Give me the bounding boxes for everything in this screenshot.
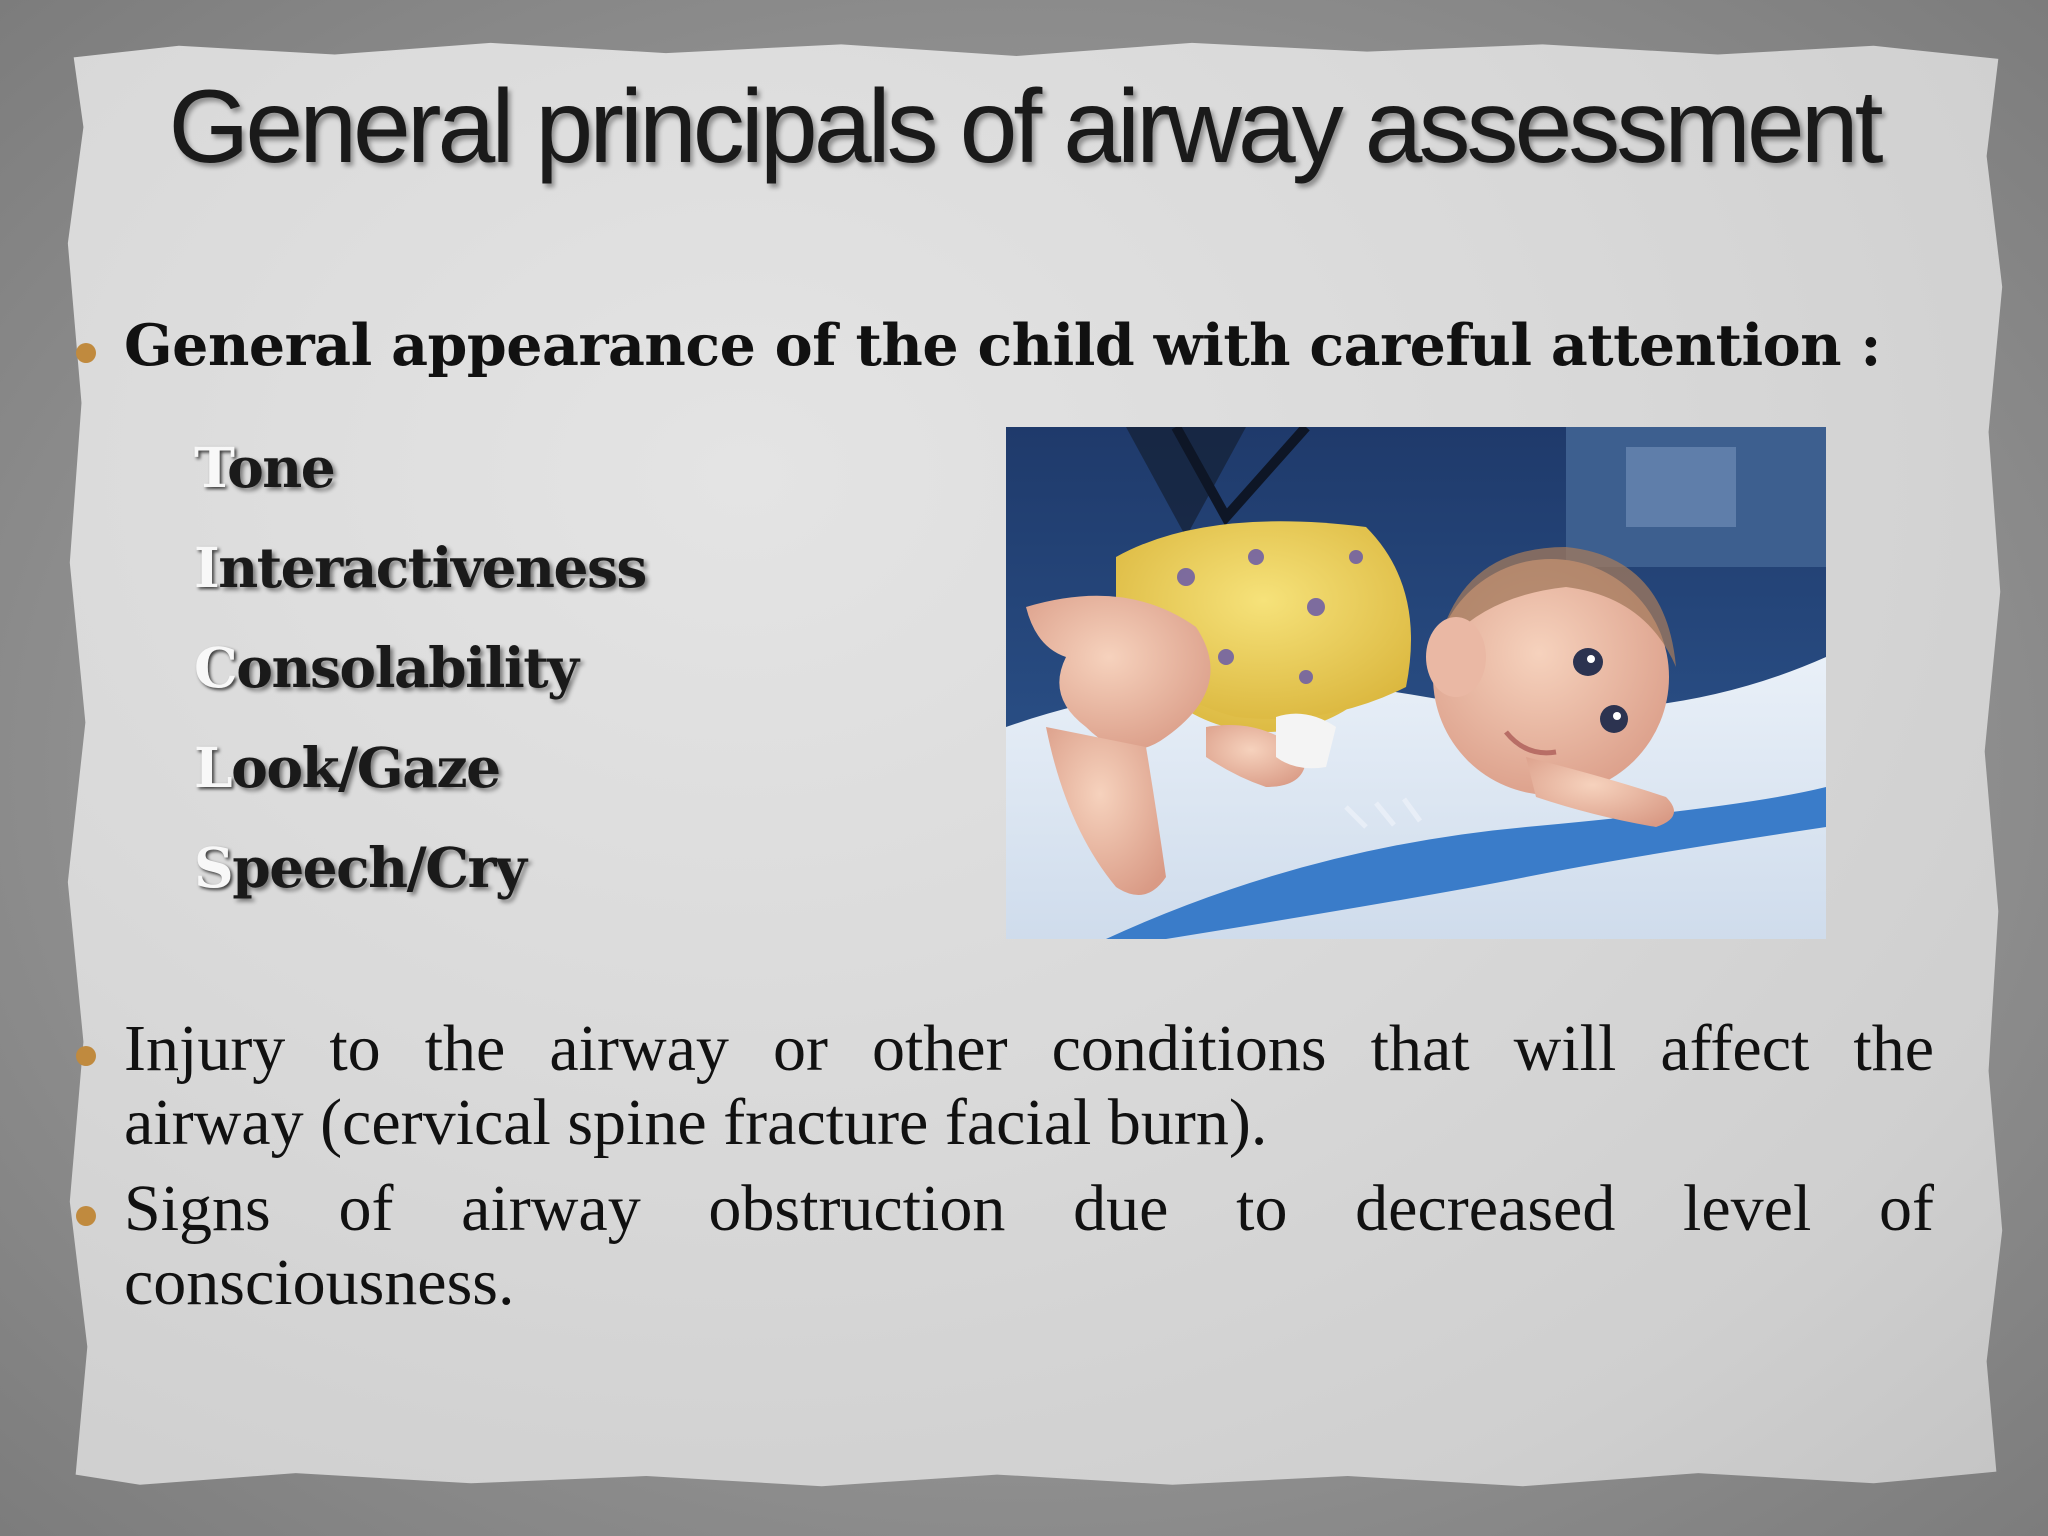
list-item-tone — [194, 418, 646, 518]
slide-title: General principals of airway assessment — [168, 69, 1880, 185]
list-item-rest: one — [227, 435, 335, 500]
list-item-speech-cry — [194, 818, 646, 918]
bullet-obstruction-line-2: consciousness. — [124, 1246, 515, 1319]
list-item-rest: onsolability — [236, 635, 578, 700]
bullet-obstruction — [76, 1172, 1934, 1320]
list-item-initial: I — [194, 535, 219, 600]
list-item-consolability — [194, 618, 646, 718]
bullet-injury-line-1: Injury to the airway or other conditions that will affect the — [124, 1012, 1934, 1085]
baby-photo-illustration — [1006, 427, 1826, 939]
ticls-list — [194, 418, 646, 918]
baby-photo — [1006, 427, 1826, 939]
bullet-dot-icon — [76, 1046, 96, 1066]
bullet-obstruction-text — [124, 1172, 1934, 1320]
list-item-interactiveness — [194, 518, 646, 618]
list-item-initial: C — [194, 635, 237, 700]
bullet-dot-icon — [76, 1206, 96, 1226]
bullet-injury-text — [124, 1012, 1934, 1160]
list-item-rest: nteractiveness — [218, 535, 646, 600]
list-item-look-gaze — [194, 718, 646, 818]
list-item-initial: T — [194, 435, 228, 500]
bullet-general-appearance-text: General appearance of the child with careful attention : — [124, 312, 1881, 379]
list-item-rest: peech/Cry — [232, 835, 526, 900]
list-item-initial: S — [194, 835, 233, 900]
list-item-rest: ook/Gaze — [231, 735, 500, 800]
bullet-injury-line-2: airway (cervical spine fracture facial burn). — [124, 1086, 1268, 1159]
bullet-obstruction-line-1: Signs of airway obstruction due to decreased level of — [124, 1172, 1934, 1245]
list-item-initial: L — [194, 735, 232, 800]
bullet-general-appearance — [76, 312, 1881, 379]
bullet-injury — [76, 1012, 1934, 1160]
bullet-dot-icon — [76, 343, 96, 363]
